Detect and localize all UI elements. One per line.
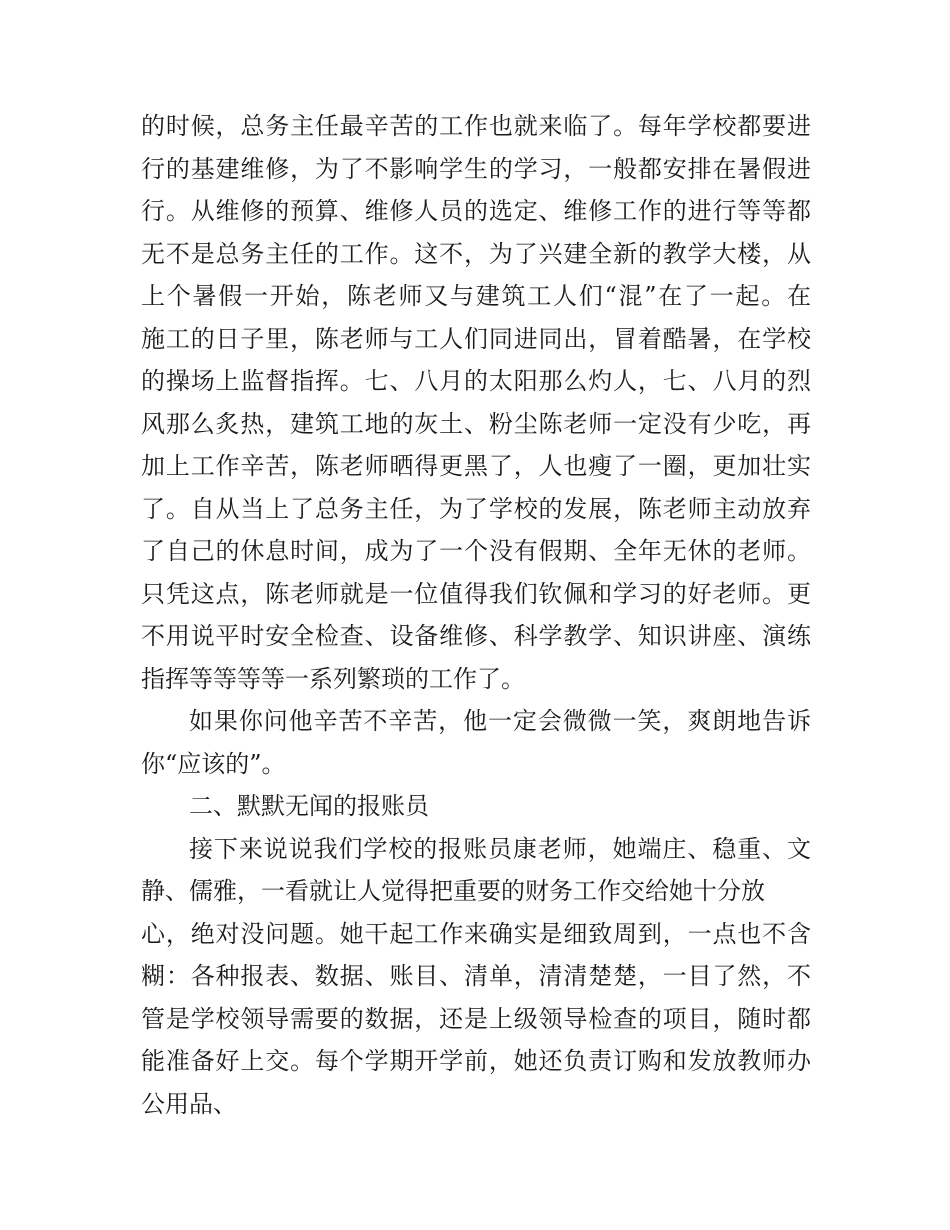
text-line: 静、儒雅，一看就让人觉得把重要的财务工作交给她十分放 [141, 877, 765, 905]
text-line: 如果你问他辛苦不辛苦，他一定会微微一笑，爽朗地告诉 [189, 707, 811, 735]
text-line: 加上工作辛苦，陈老师晒得更黑了，人也瘦了一圈，更加壮实 [141, 452, 811, 480]
text-line: 行的基建维修，为了不影响学生的学习，一般都安排在暑假进 [141, 154, 811, 183]
text-line: 行。从维修的预算、维修人员的选定、维修工作的进行等等都 [141, 197, 811, 225]
text-line: 二、默默无闻的报账员 [189, 792, 429, 820]
text-line: 只凭这点，陈老师就是一位值得我们钦佩和学习的好老师。更 [141, 579, 811, 608]
text-line: 心，绝对没问题。她干起工作来确实是细致周到，一点也不含 [141, 919, 811, 948]
text-line: 管是学校领导需要的数据，还是上级领导检查的项目，随时都 [141, 1004, 811, 1033]
text-line: 你“应该的”。 [141, 749, 286, 778]
text-line: 接下来说说我们学校的报账员康老师，她端庄、稳重、文 [189, 834, 811, 863]
text-line: 上个暑假一开始，陈老师又与建筑工人们“混”在了一起。在 [141, 282, 811, 310]
text-line: 了自己的休息时间，成为了一个没有假期、全年无休的老师。 [141, 537, 811, 565]
document-body [141, 105, 811, 1125]
text-line: 的操场上监督指挥。七、八月的太阳那么灼人，七、八月的烈 [141, 367, 811, 395]
text-line: 风那么炙热，建筑工地的灰土、粉尘陈老师一定没有少吃，再 [141, 409, 811, 438]
text-line: 的时候，总务主任最辛苦的工作也就来临了。每年学校都要进 [141, 112, 811, 140]
text-line: 指挥等等等等一系列繁琐的工作了。 [141, 664, 525, 693]
text-line: 了。自从当上了总务主任，为了学校的发展，陈老师主动放弃 [141, 494, 811, 523]
text-line: 不用说平时安全检查、设备维修、科学教学、知识讲座、演练 [141, 622, 811, 650]
text-line: 公用品、 [141, 1089, 237, 1118]
text-line: 糊：各种报表、数据、账目、清单，清清楚楚，一目了然，不 [141, 962, 811, 990]
text-line: 施工的日子里，陈老师与工人们同进同出，冒着酷暑，在学校 [141, 324, 811, 353]
text-line: 能准备好上交。每个学期开学前，她还负责订购和发放教师办 [141, 1047, 811, 1075]
text-line: 无不是总务主任的工作。这不，为了兴建全新的教学大楼，从 [141, 239, 811, 268]
